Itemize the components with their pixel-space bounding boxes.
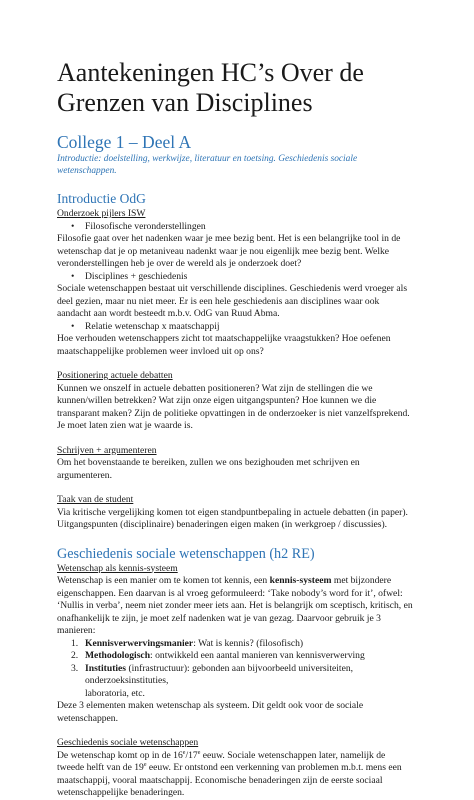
bullet-item: • Filosofische veronderstellingen	[71, 220, 206, 232]
college-heading: College 1 – Deel A	[57, 132, 192, 152]
intro-line: Introductie: doelstelling, werkwijze, literatuur en toetsing. Geschiedenis sociale wetenschappen.	[57, 154, 358, 176]
bullet-item: • Relatie wetenschap x maatschappij	[71, 320, 220, 332]
paragraph: Kunnen we onszelf in actuele debatten positioneren? Wat zijn de stellingen die we kunnen/willen betrekken? Wat zijn onze eigen uitgangspunten? Hoe kunnen we die transparant maken? Zijn de politieke opvattingen in de onderzoeker is niet vanzelfsprekend. Je moet laten zien wat je waarde is.	[57, 382, 410, 431]
paragraph: Via kritische vergelijking komen tot eigen standpuntbepaling in actuele debatten (in paper). Uitgangspunten (disciplinaire) benaderingen eigen maken (in werkgroep / discussies).	[57, 506, 408, 530]
bullet-icon: •	[71, 320, 75, 332]
bullet-item: • Disciplines + geschiedenis	[71, 270, 188, 282]
numbered-item: 2. Methodologisch: ontwikkeld een aantal manieren van kennisverwerving	[71, 650, 365, 661]
paragraph: Wetenschap is een manier om te komen tot kennis, een kennis-systeem met bijzondere eigenschappen. Een daarvan is al vroeg geformuleerd: ‘Take nobody’s word for it’, ofwel: ‘Nullis in verba’, neem niet zonder meer iets aan. Het is belangrijk om sceptisch, kritisch, en onafhankelijk te zijn, je moet zelf nadenken wat je van gezag. Daarvoor gebruik je 3 manieren:	[57, 575, 413, 636]
subheading-pijlers: Onderzoek pijlers ISW	[57, 208, 146, 219]
paragraph: Hoe verhouden wetenschappers zicht tot maatschappelijke vraagstukken? Hoe oefenen maatschappelijke problemen weer invloed uit op ons?	[57, 333, 391, 357]
bullet-icon: •	[71, 220, 75, 232]
numbered-item: 1. Kennisverwervingsmanier: Wat is kennis? (filosofisch)	[71, 637, 304, 649]
numbered-item-continuation: laboratoria, etc.	[85, 687, 145, 699]
paragraph: Om het bovenstaande te bereiken, zullen we ons bezighouden met schrijven en argumenteren.	[57, 457, 360, 481]
subheading-geschiedenis-sw: Geschiedenis sociale wetenschappen	[57, 737, 199, 748]
bullet-icon: •	[71, 270, 75, 282]
subheading-taak: Taak van de student	[57, 494, 134, 505]
paragraph: Sociale wetenschappen bestaat uit verschillende disciplines. Geschiedenis werd vroeger als deel gezien, maar nu niet meer. Er is een hele geschiedenis aan disciplines waar ook aandacht aan wordt besteedt m.b.v. OdG van Ruud Abma.	[57, 283, 408, 319]
subheading-kennis-systeem: Wetenschap als kennis-systeem	[57, 562, 178, 574]
subheading-debatten: Positionering actuele debatten	[57, 370, 173, 381]
paragraph: De wetenschap komt op in de 16e/17e eeuw. Sociale wetenschappen later, namelijk de tweede helft van de 19e eeuw. Er ontstond een verkenning van problemen m.b.t. mens een maatschappij, vooral maatschappij. Economische benaderingen zijn de eerste sociaal wetenschappelijke benaderingen.	[57, 749, 402, 798]
paragraph: Deze 3 elementen maken wetenschap als systeem. Dit geldt ook voor de sociale wetenschappen.	[57, 700, 364, 724]
document-title: Aantekeningen HC’s Over de Grenzen van Disciplines	[57, 58, 364, 117]
section-heading-odg: Introductie OdG	[57, 191, 146, 206]
numbered-item: 3. Instituties (infrastructuur): gebonden aan bijvoorbeeld universiteiten, onderzoeksinstituties,	[71, 662, 354, 686]
subheading-schrijven: Schrijven + argumenteren	[57, 444, 157, 456]
paragraph: Filosofie gaat over het nadenken waar je mee bezig bent. Het is een belangrijke tool in de wetenschap dat je op metaniveau nadenkt waar je nou eigenlijk mee bezig bent. Welke veronderstellingen heb je over de wereld als je onderzoek doet?	[57, 233, 401, 269]
section-heading-geschiedenis: Geschiedenis sociale wetenschappen (h2 RE)	[57, 545, 315, 562]
